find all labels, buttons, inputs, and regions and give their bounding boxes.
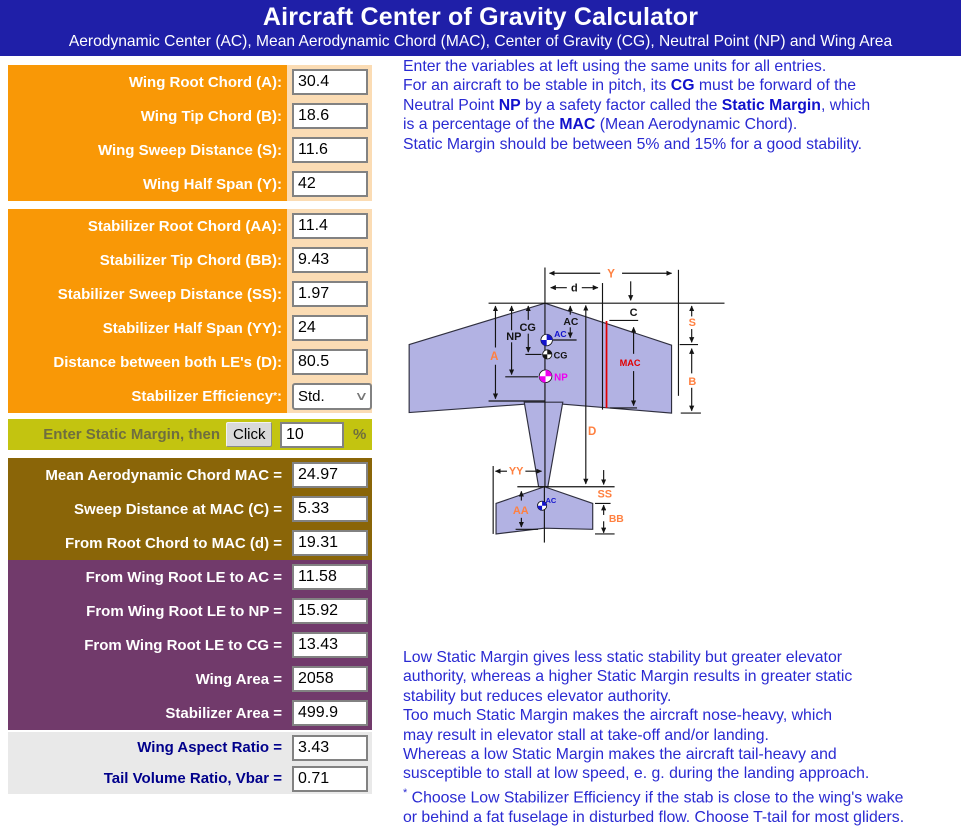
table-row (8, 243, 372, 277)
dim-label-ss: SS (597, 488, 613, 501)
stab-root-chord-label: Stabilizer Root Chord (AA): (8, 209, 287, 243)
sweep-at-mac-output[interactable] (292, 496, 368, 522)
point-label-ac: AC (554, 329, 567, 340)
asterisk-superscript: * (273, 390, 277, 402)
table-row (8, 628, 372, 662)
info-line: is a percentage of the MAC (Mean Aerodynamic Chord). (403, 116, 798, 134)
fuselage-shape (524, 402, 563, 487)
static-margin-row (8, 419, 372, 450)
table-row (8, 492, 372, 526)
dim-label-d: d (570, 282, 578, 295)
np-marker (539, 370, 552, 383)
le-to-ac-label: From Wing Root LE to AC = (85, 568, 282, 586)
table-row (8, 311, 372, 345)
table-row (8, 345, 372, 379)
dim-label-c: C (629, 306, 638, 319)
wing-half-span-input[interactable] (292, 171, 368, 197)
dim-label-a: A (490, 351, 499, 364)
dim-label-mac: MAC (619, 357, 641, 368)
dim-label-bb: BB (608, 513, 624, 525)
stab-tip-chord-input[interactable] (292, 247, 368, 273)
wing-inputs-section (8, 65, 372, 201)
le-to-np-label: From Wing Root LE to NP = (86, 602, 282, 620)
table-row (8, 560, 372, 594)
cg-marker (543, 350, 552, 359)
stabilizer-inputs-section (8, 209, 372, 413)
table-row (8, 379, 372, 413)
page-title: Aircraft Center of Gravity Calculator (262, 3, 699, 31)
dim-label-ac: AC (563, 317, 579, 329)
wing-aspect-ratio-output[interactable] (292, 735, 368, 761)
stab-sweep-distance-label: Stabilizer Sweep Distance (SS): (8, 277, 287, 311)
page-subtitle: Aerodynamic Center (AC), Mean Aerodynamic Chord (MAC), Center of Gravity (CG), Neutral Point (NP) and Wing Area (68, 33, 893, 50)
le-to-cg-output[interactable] (292, 632, 368, 658)
info-line: For an aircraft to be stable in pitch, its CG must be forward of the (403, 77, 857, 95)
point-label-np: NP (554, 372, 568, 384)
info-line: or behind a fat fuselage in disturbed flow. Choose T-tail for most gliders. (403, 808, 905, 826)
wing-root-chord-input[interactable] (292, 69, 368, 95)
wing-tip-chord-input[interactable] (292, 103, 368, 129)
le-to-ac-output[interactable] (292, 564, 368, 590)
table-row (8, 167, 372, 201)
dim-label-aa: AA (512, 504, 529, 517)
static-margin-click-button[interactable]: Click (226, 422, 272, 447)
sweep-at-mac-label: Sweep Distance at MAC (C) = (74, 500, 282, 518)
table-row (8, 696, 372, 730)
mac-results-section (8, 458, 372, 560)
static-margin-input[interactable] (280, 422, 344, 448)
info-line: Too much Static Margin makes the aircraft nose-heavy, which (403, 707, 833, 725)
ac-marker (541, 334, 553, 346)
distance-between-les-input[interactable] (292, 349, 368, 375)
table-row (8, 277, 372, 311)
table-row (8, 763, 372, 794)
info-line: stability but reduces elevator authority. (403, 687, 672, 705)
header (0, 0, 961, 56)
chevron-down-icon: ∨ (354, 389, 369, 403)
dim-label-dd: D (587, 425, 597, 438)
info-line: * Choose Low Stabilizer Efficiency if the stab is close to the wing's wake (403, 786, 904, 807)
distance-between-les-label: Distance between both LE's (D): (8, 345, 287, 379)
table-row (8, 458, 372, 492)
dim-label-cg: CG (519, 321, 536, 334)
dim-label-b: B (688, 375, 697, 388)
dim-label-yy: YY (508, 465, 524, 478)
selected-option-label: Std. (298, 387, 325, 405)
wing-sweep-distance-label: Wing Sweep Distance (S): (8, 133, 287, 167)
stab-half-span-label: Stabilizer Half Span (YY): (8, 311, 287, 345)
info-line: Low Static Margin gives less static stability but greater elevator (403, 649, 842, 666)
wing-aspect-ratio-label: Wing Aspect Ratio = (137, 739, 282, 756)
table-row (8, 662, 372, 696)
tail-volume-ratio-output[interactable] (292, 766, 368, 792)
info-line: Whereas a low Static Margin makes the aircraft tail-heavy and (403, 746, 837, 764)
le-to-np-output[interactable] (292, 598, 368, 624)
wing-area-label: Wing Area = (195, 670, 282, 688)
stab-ac-label: AC (545, 495, 557, 505)
dim-label-y: Y (607, 268, 615, 281)
tail-volume-ratio-label: Tail Volume Ratio, Vbar = (103, 770, 282, 787)
static-margin-label: Enter Static Margin, then (43, 426, 220, 443)
table-row (8, 526, 372, 560)
stab-half-span-input[interactable] (292, 315, 368, 341)
root-to-mac-output[interactable] (292, 530, 368, 556)
aircraft-diagram (408, 158, 961, 668)
cg-results-section (8, 560, 372, 730)
table-row (8, 99, 372, 133)
stabilizer-area-label: Stabilizer Area = (165, 704, 282, 722)
wing-tip-chord-label: Wing Tip Chord (B): (8, 99, 287, 133)
wing-sweep-distance-input[interactable] (292, 137, 368, 163)
mac-result-label: Mean Aerodynamic Chord MAC = (45, 466, 282, 484)
wing-half-span-label: Wing Half Span (Y): (8, 167, 287, 201)
intro-text-block (403, 57, 959, 154)
dim-label-np: NP (506, 331, 522, 344)
table-row (8, 65, 372, 99)
info-line: Static Margin should be between 5% and 15% for a good stability. (403, 135, 862, 153)
wing-area-output[interactable] (292, 666, 368, 692)
stab-tip-chord-label: Stabilizer Tip Chord (BB): (8, 243, 287, 277)
stabilizer-efficiency-label: Stabilizer Efficiency * : (8, 379, 287, 413)
table-row (8, 732, 372, 763)
table-row (8, 209, 372, 243)
notes-text-block (403, 648, 959, 826)
info-line: may result in elevator stall at take-off and/or landing. (403, 726, 769, 744)
dim-label-s: S (688, 317, 696, 330)
root-to-mac-label: From Root Chord to MAC (d) = (64, 534, 282, 552)
stabilizer-efficiency-select[interactable] (292, 383, 372, 410)
aircraft-diagram-svg (408, 158, 961, 663)
stab-root-chord-input[interactable] (292, 213, 368, 239)
info-line: authority, whereas a higher Static Margin results in greater static (403, 668, 853, 686)
stabilizer-area-output[interactable] (292, 700, 368, 726)
ratio-results-section (8, 732, 372, 794)
point-label-cg: CG (553, 350, 568, 361)
le-to-cg-label: From Wing Root LE to CG = (84, 636, 282, 654)
info-line: susceptible to stall at low speed, e. g. during the landing approach. (403, 765, 870, 783)
stab-sweep-distance-input[interactable] (292, 281, 368, 307)
wing-root-chord-label: Wing Root Chord (A): (8, 65, 287, 99)
percent-unit-label: % (353, 426, 367, 443)
table-row (8, 594, 372, 628)
table-row (8, 133, 372, 167)
mac-result-output[interactable] (292, 462, 368, 488)
info-line: Enter the variables at left using the same units for all entries. (403, 58, 827, 75)
info-line: Neutral Point NP by a safety factor called the Static Margin, which (403, 96, 871, 114)
